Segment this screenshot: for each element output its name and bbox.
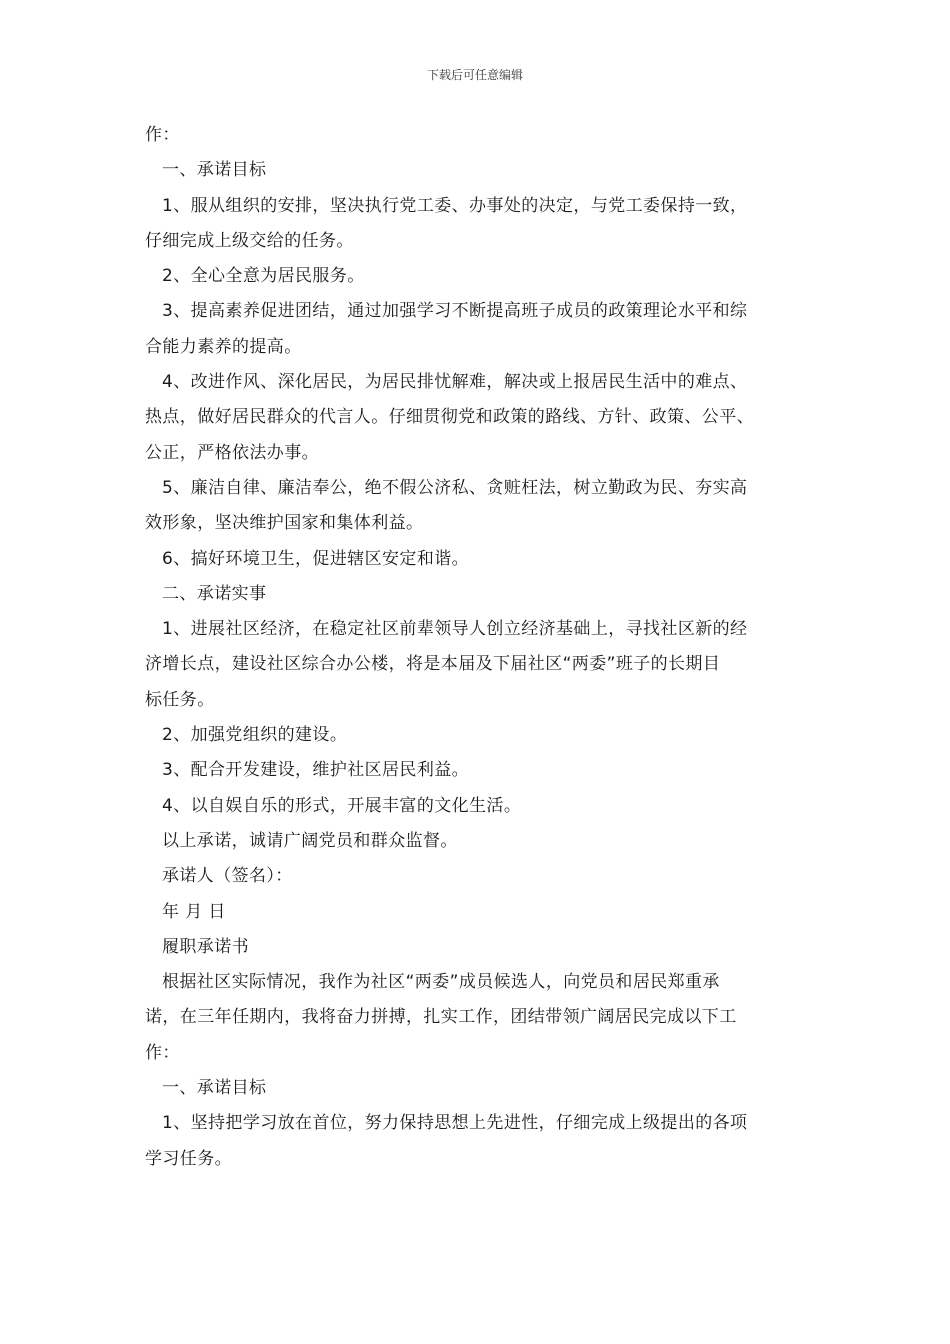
text-line: 诺，在三年任期内，我将奋力拼搏，扎实工作，团结带领广阔居民完成以下工: [145, 1007, 737, 1028]
text-line: 6、搞好环境卫生，促进辖区安定和谐。: [162, 548, 470, 569]
text-line: 1、进展社区经济，在稳定社区前辈领导人创立经济基础上，寻找社区新的经: [162, 619, 748, 640]
text-line: 1、坚持把学习放在首位，努力保持思想上先进性，仔细完成上级提出的各项: [162, 1113, 748, 1134]
text-line: 4、改进作风、深化居民，为居民排忧解难，解决或上报居民生活中的难点、: [162, 372, 748, 393]
section-heading: 一、承诺目标: [162, 160, 267, 181]
text-line: 2、全心全意为居民服务。: [162, 266, 365, 287]
text-line: 3、提高素养促进团结，通过加强学习不断提高班子成员的政策理论水平和综: [162, 301, 748, 322]
section-heading: 二、承诺实事: [162, 583, 267, 604]
signature-line: 承诺人（签名）：: [162, 866, 293, 887]
section-heading: 一、承诺目标: [162, 1078, 267, 1099]
document-title: 履职承诺书: [162, 936, 249, 957]
text-line: 4、以自娱自乐的形式，开展丰富的文化生活。: [162, 795, 522, 816]
text-line: 根据社区实际情况，我作为社区“两委”成员候选人，向党员和居民郑重承: [162, 972, 720, 993]
text-line: 5、廉洁自律、廉洁奉公，绝不假公济私、贪赃枉法，树立勤政为民、夯实高: [162, 477, 748, 498]
text-line: 1、服从组织的安排，坚决执行党工委、办事处的决定，与党工委保持一致，: [162, 195, 748, 216]
text-line: 3、配合开发建设，维护社区居民利益。: [162, 760, 470, 781]
text-line: 标任务。: [145, 689, 215, 710]
text-line: 仔细完成上级交给的任务。: [145, 230, 354, 251]
text-line: 2、加强党组织的建设。: [162, 725, 348, 746]
date-line: 年 月 日: [162, 901, 226, 922]
text-line: 合能力素养的提高。: [145, 336, 302, 357]
page-header: 下载后可任意编辑: [426, 68, 523, 82]
document-body: [145, 118, 835, 1177]
text-line: 作：: [145, 1042, 180, 1063]
text-line: 公正，严格依法办事。: [145, 442, 319, 463]
text-line: 济增长点，建设社区综合办公楼，将是本届及下届社区“两委”班子的长期目: [145, 654, 721, 675]
text-line: 以上承诺，诚请广阔党员和群众监督。: [162, 830, 458, 851]
text-line: 热点，做好居民群众的代言人。仔细贯彻党和政策的路线、方针、政策、公平、: [145, 407, 754, 428]
text-line: 效形象，坚决维护国家和集体利益。: [145, 513, 424, 534]
text-line: 作：: [145, 125, 180, 145]
text-line: 学习任务。: [145, 1148, 232, 1169]
